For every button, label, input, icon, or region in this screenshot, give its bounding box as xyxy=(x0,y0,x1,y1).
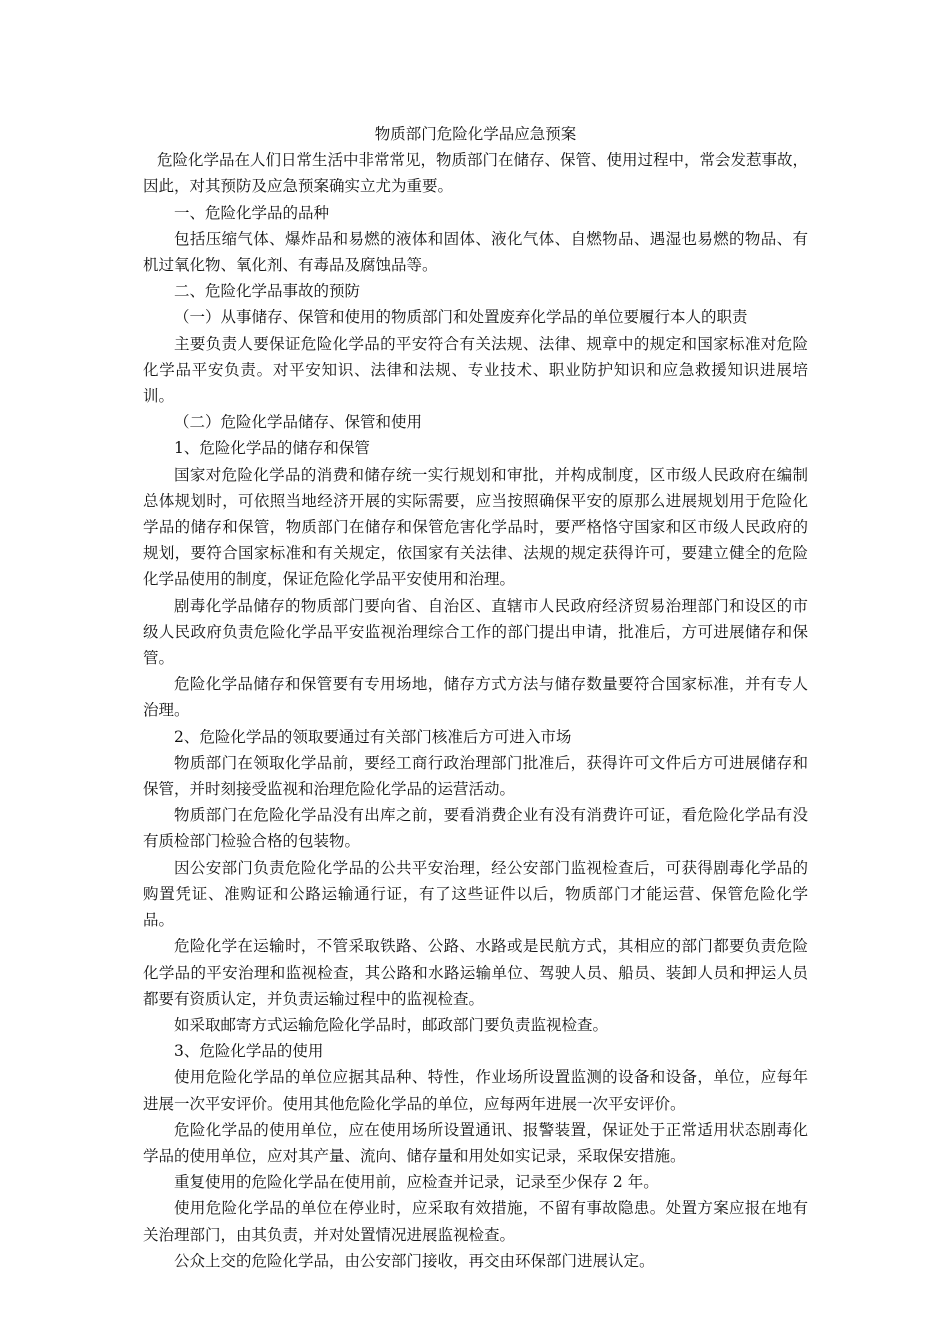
body-paragraph: 危险化学品储存和保管要有专用场地，储存方式方法与储存数量要符合国家标准，并有专人治理。 xyxy=(143,675,808,720)
section-heading: 二、危险化学品事故的预防 xyxy=(174,282,361,301)
section-heading: 2、危险化学品的领取要通过有关部门核准后方可进入市场 xyxy=(174,727,572,746)
section-heading: 一、危险化学品的品种 xyxy=(174,203,330,222)
body-paragraph: 因公安部门负责危险化学品的公共平安治理，经公安部门监视检查后，可获得剧毒化学品的购置凭证、准购证和公路运输通行证，有了这些证件以后，物质部门才能运营、保管危险化学品。 xyxy=(143,858,808,930)
body-paragraph: 使用危险化学品的单位在停业时，应采取有效措施，不留有事故隐患。处置方案应报在地有关治理部门，由其负责，并对处置情况进展监视检查。 xyxy=(143,1199,808,1244)
document-body xyxy=(143,147,808,1274)
section-heading: 1、危险化学品的储存和保管 xyxy=(174,439,370,458)
document-title: 物质部门危险化学品应急预案 xyxy=(374,125,577,143)
document-page xyxy=(143,121,808,1274)
body-paragraph: 公众上交的危险化学品，由公安部门接收，再交由环保部门进展认定。 xyxy=(174,1251,655,1270)
body-paragraph: 包括压缩气体、爆炸品和易燃的液体和固体、液化气体、自燃物品、遇湿也易燃的物品、有机过氧化物、氧化剂、有毒品及腐蚀品等。 xyxy=(143,229,808,275)
body-paragraph: 物质部门在领取化学品前，要经工商行政治理部门批准后，获得许可文件后方可进展储存和保管，并时刻接受监视和治理危险化学品的运营活动。 xyxy=(143,753,808,799)
section-heading: （一）从事储存、保管和使用的物质部门和处置废弃化学品的单位要履行本人的职责 xyxy=(174,308,748,327)
body-paragraph: 危险化学在运输时，不管采取铁路、公路、水路或是民航方式，其相应的部门都要负责危险化学品的平安治理和监视检查，其公路和水路运输单位、驾驶人员、船员、装卸人员和押运人员都要有资质认定，并负责运输过程中的监视检查。 xyxy=(143,937,808,1008)
body-paragraph: 国家对危险化学品的消费和储存统一实行规划和审批，并构成制度，区市级人民政府在编制总体规划时，可依照当地经济开展的实际需要，应当按照确保平安的原那么进展规划用于危险化学品的储存和保管，物质部门在储存和保管危害化学品时，要严格恪守国家和区市级人民政府的规划，要符合国家标准和有关规定，依国家有关法律、法规的规定获得许可，要建立健全的危险化学品使用的制度，保证危险化学品平安使用和治理。 xyxy=(143,465,808,589)
body-paragraph: 剧毒化学品储存的物质部门要向省、自治区、直辖市人民政府经济贸易治理部门和设区的市级人民政府负责危险化学品平安监视治理综合工作的部门提出申请，批准后，方可进展储存和保管。 xyxy=(143,596,808,668)
body-paragraph: 危险化学品在人们日常生活中非常常见，物质部门在储存、保管、使用过程中，常会发惹事故，因此，对其预防及应急预案确实立尤为重要。 xyxy=(143,151,808,196)
body-paragraph: 主要负责人要保证危险化学品的平安符合有关法规、法律、规章中的规定和国家标准对危险化学品平安负责。对平安知识、法律和法规、专业技术、职业防护知识和应急救援知识进展培训。 xyxy=(143,334,808,406)
body-paragraph: 危险化学品的使用单位，应在使用场所设置通讯、报警装置，保证处于正常适用状态剧毒化学品的使用单位，应对其产量、流向、储存量和用处如实记录，采取保安措施。 xyxy=(143,1120,808,1165)
body-paragraph: 重复使用的危险化学品在使用前，应检查并记录，记录至少保存 2 年。 xyxy=(174,1173,659,1192)
body-paragraph: 使用危险化学品的单位应据其品种、特性，作业场所设置监测的设备和设备，单位，应每年进展一次平安评价。使用其他危险化学品的单位，应每两年进展一次平安评价。 xyxy=(143,1068,808,1113)
section-heading: 3、危险化学品的使用 xyxy=(174,1042,324,1061)
body-paragraph: 如采取邮寄方式运输危险化学品时，邮政部门要负责监视检查。 xyxy=(174,1015,609,1034)
body-paragraph: 物质部门在危险化学品没有出库之前，要看消费企业有没有消费许可证，看危险化学品有没有质检部门检验合格的包装物。 xyxy=(143,806,808,851)
section-heading: （二）危险化学品储存、保管和使用 xyxy=(174,413,423,432)
